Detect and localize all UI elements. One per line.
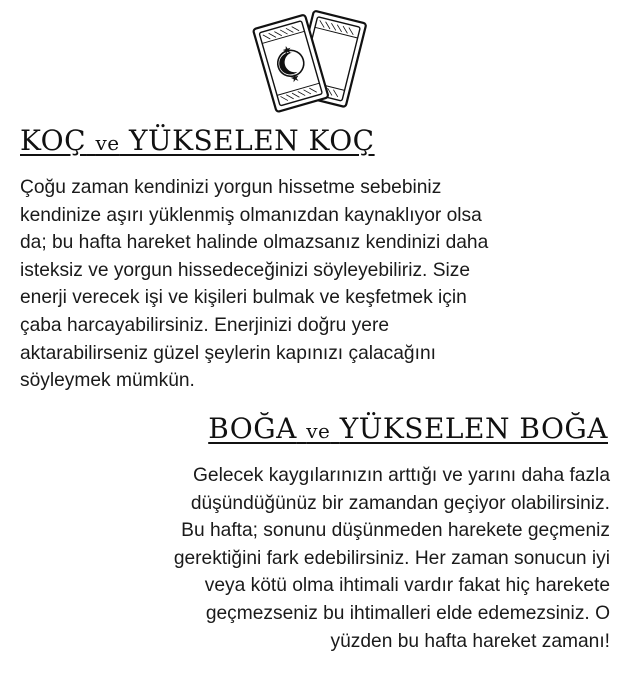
heading-sign: KOÇ bbox=[20, 124, 87, 157]
text-line: söyleymek mümkün. bbox=[20, 370, 195, 392]
section-heading-koc bbox=[20, 124, 375, 157]
text-line: aktarabilirseniz güzel şeylerin kapınızı çalacağını bbox=[20, 342, 436, 364]
heading-rising: YÜKSELEN BOĞA bbox=[339, 412, 608, 445]
heading-conjunction: ve bbox=[306, 419, 331, 443]
text-line: gerektiğini fark edebilirsiniz. Her zaman sonucun iyi bbox=[173, 547, 610, 569]
heading-rising: YÜKSELEN KOÇ bbox=[129, 124, 375, 157]
heading-sign: BOĞA bbox=[208, 412, 297, 445]
text-line: yüzden bu hafta hareket zamanı! bbox=[330, 630, 610, 652]
text-line: çaba harcayabilirsiniz. Enerjinizi doğru yere bbox=[20, 314, 390, 336]
section-heading-boga bbox=[208, 412, 608, 445]
text-line: da; bu hafta hareket halinde olmazsanız kendinizi daha bbox=[20, 232, 489, 254]
text-line: Gelecek kaygılarınızın arttığı ve yarını daha fazla bbox=[192, 465, 610, 486]
heading-conjunction: ve bbox=[95, 131, 120, 155]
text-line: geçmezseniz bu ihtimalleri elde edemezsiniz. O bbox=[205, 602, 610, 624]
section-body-boga bbox=[10, 462, 610, 655]
text-line: Çoğu zaman kendinizi yorgun hissetme sebebiniz bbox=[20, 177, 442, 198]
text-line: isteksiz ve yorgun hissedeceğinizi söyleyebiliriz. Size bbox=[20, 259, 471, 281]
text-line: Bu hafta; sonunu düşünmeden harekete geçmeniz bbox=[181, 520, 610, 542]
text-line: düşündüğünüz bir zamandan geçiyor olabilirsiniz. bbox=[190, 492, 610, 514]
section-body-koc bbox=[20, 174, 620, 395]
text-line: kendinize aşırı yüklenmiş olmanızdan kaynaklıyor olsa bbox=[20, 204, 482, 226]
text-line: veya kötü olma ihtimali vardır fakat hiç harekete bbox=[204, 575, 610, 597]
tarot-cards-icon bbox=[250, 8, 370, 116]
text-line: enerji verecek işi ve kişileri bulmak ve keşfetmek için bbox=[20, 287, 467, 309]
